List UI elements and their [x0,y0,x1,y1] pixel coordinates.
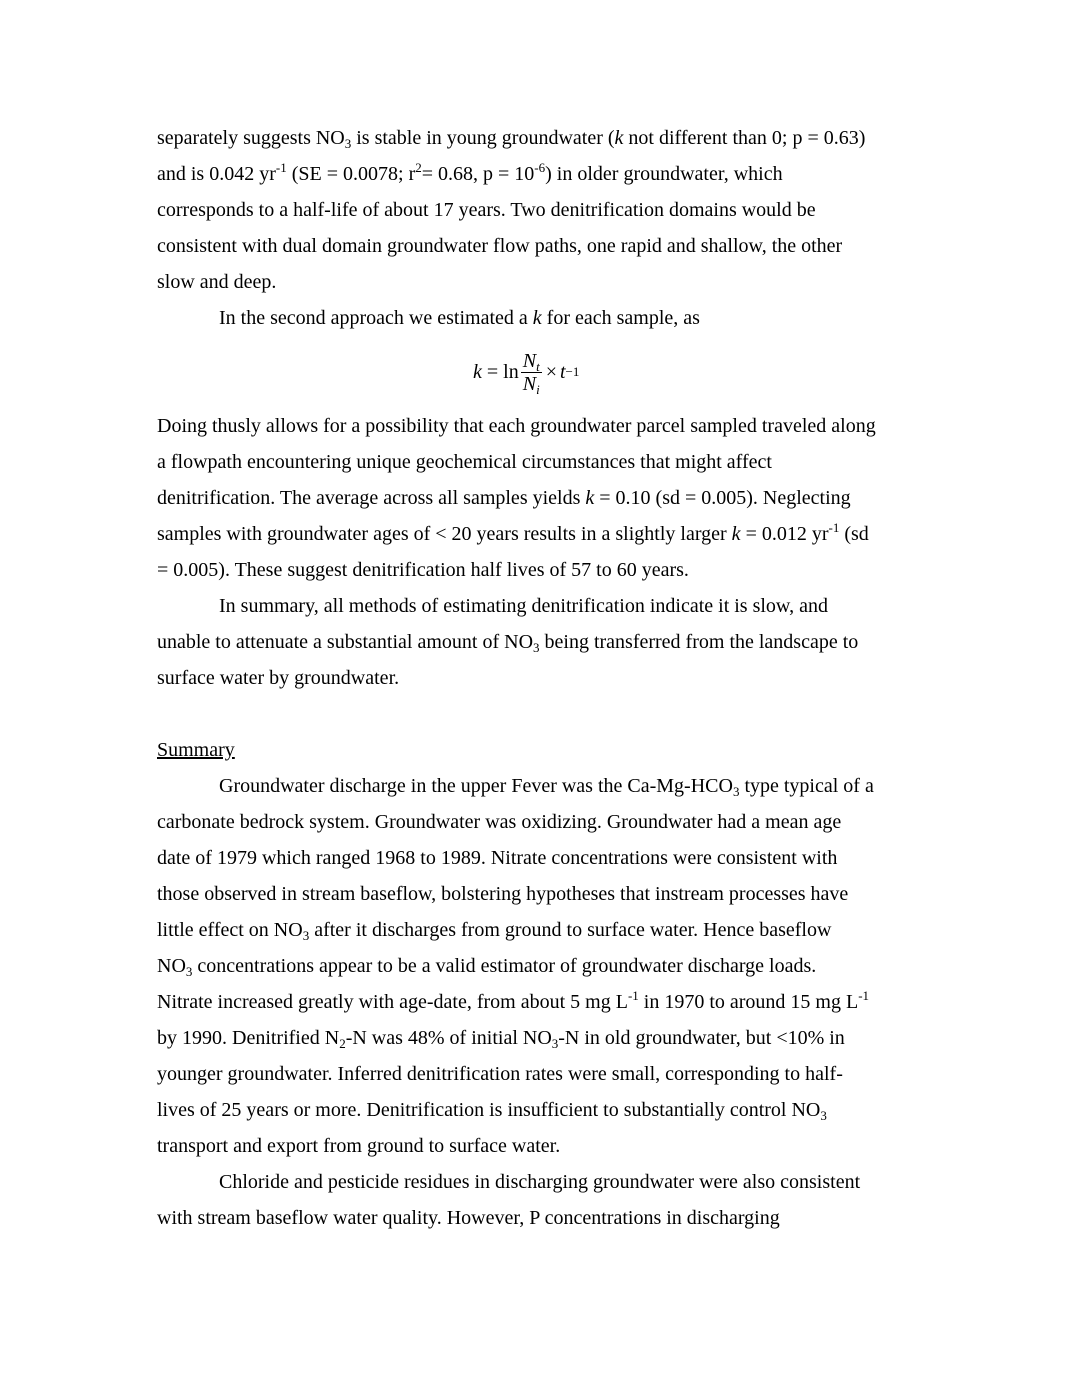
superscript: -1 [828,520,840,535]
p5-line-2: carbonate bedrock system. Groundwater was oxidizing. Groundwater had a mean age [157,811,842,833]
italic-k: k [614,127,624,149]
text: lives of 25 years or more. Denitrification is insufficient to substantially control NO [157,1099,821,1121]
text: denitrification. The average across all samples yields [157,487,586,509]
text: unable to attenuate a substantial amount of NO [157,631,534,653]
subscript: 2 [339,1036,346,1051]
p2-line-1 [157,300,917,336]
text: after it discharges from ground to surface water. Hence baseflow [309,919,832,941]
superscript: -1 [627,988,639,1003]
p5-line-4: those observed in stream baseflow, bolstering hypotheses that instream processes have [157,883,849,905]
eq-num-n: N [522,349,537,372]
p5-line-5 [157,912,917,948]
p4-line-2 [157,624,917,660]
p3-line-5: = 0.005). These suggest denitrification half lives of 57 to 60 years. [157,559,689,581]
p3-line-4 [157,516,917,552]
p5-line-8 [157,1020,917,1056]
subscript: 3 [820,1108,827,1123]
equation [157,336,917,408]
p3-line-1: Doing thusly allows for a possibility that each groundwater parcel sampled traveled along [157,415,876,437]
text: is stable in young groundwater ( [351,127,615,149]
text: for each sample, as [541,307,700,329]
eq-num-sub: t [536,358,540,374]
p1-line-1 [157,120,917,156]
p6-line-1: Chloride and pesticide residues in discharging groundwater were also consistent [219,1171,861,1193]
p5-line-3: date of 1979 which ranged 1968 to 1989. Nitrate concentrations were consistent with [157,847,838,869]
text: concentrations appear to be a valid estimator of groundwater discharge loads. [192,955,817,977]
superscript: -1 [275,160,287,175]
eq-fraction [521,350,542,395]
eq-ln: = ln [481,361,519,383]
text: type typical of a [739,775,874,797]
eq-t: t [559,361,566,383]
document-page [157,120,917,1236]
eq-k: k [473,361,482,383]
text: not different than 0; p = 0.63) [623,127,866,149]
text: (sd [839,523,869,545]
italic-k: k [731,523,741,545]
equation-body: k = ln $\frac{N_t}{N_i}$ × t −1 [473,349,580,397]
p3-line-3 [157,480,917,516]
p5-line-7 [157,984,917,1020]
text: = 0.10 (sd = 0.005). Neglecting [594,487,851,509]
p1-line-2 [157,156,917,192]
text: = 0.68, p = 10 [421,163,535,185]
text: little effect on NO [157,919,303,941]
text: in 1970 to around 15 mg L [638,991,859,1013]
p5-line-11: transport and export from ground to surface water. [157,1135,561,1157]
superscript: 2 [415,160,422,175]
p5-line-9: younger groundwater. Inferred denitrification rates were small, corresponding to half- [157,1063,843,1085]
italic-k: k [585,487,595,509]
p1-line-3: corresponds to a half-life of about 17 years. Two denitrification domains would be [157,199,816,221]
subscript: 3 [302,928,310,943]
text: -N was 48% of initial NO [345,1027,552,1049]
section-heading [157,732,917,768]
text: -N in old groundwater, but <10% in [558,1027,845,1049]
p5-line-1 [157,768,917,804]
text: NO [157,955,186,977]
text: being transferred from the landscape to [539,631,859,653]
text: separately suggests NO [157,127,345,149]
subscript: 3 [732,784,740,799]
eq-den-n: N [522,372,537,395]
text: samples with groundwater ages of < 20 years results in a slightly larger [157,523,732,545]
subscript: 3 [185,964,193,979]
text: ) in older groundwater, which [545,163,783,185]
eq-times: × [545,361,557,383]
p5-line-6 [157,948,917,984]
text: and is 0.042 yr [157,163,276,185]
text: = 0.012 yr [740,523,829,545]
text: Nitrate increased greatly with age-date, from about 5 mg L [157,991,628,1013]
p4-line-3: surface water by groundwater. [157,667,400,689]
p3-line-2: a flowpath encountering unique geochemical circumstances that might affect [157,451,772,473]
spacer [157,696,917,732]
subscript: 3 [533,640,540,655]
eq-denominator [521,373,542,395]
text: Groundwater discharge in the upper Fever was the Ca-Mg-HCO [219,775,733,797]
text: by 1990. Denitrified N [157,1027,340,1049]
superscript: -1 [858,988,870,1003]
italic-k: k [532,307,542,329]
p4-line-1: In summary, all methods of estimating denitrification indicate it is slow, and [219,595,828,617]
eq-numerator [521,350,542,373]
text: In the second approach we estimated a [219,307,533,329]
subscript: 3 [551,1036,559,1051]
p1-line-4: consistent with dual domain groundwater flow paths, one rapid and shallow, the other [157,235,843,257]
eq-den-sub: i [536,381,540,397]
p6-line-2: with stream baseflow water quality. However, P concentrations in discharging [157,1207,780,1229]
p1-line-5: slow and deep. [157,271,277,293]
superscript: -6 [534,160,546,175]
text: (SE = 0.0078; r [286,163,416,185]
p5-line-10 [157,1092,917,1128]
subscript: 3 [344,136,352,151]
summary-heading: Summary [157,739,235,761]
